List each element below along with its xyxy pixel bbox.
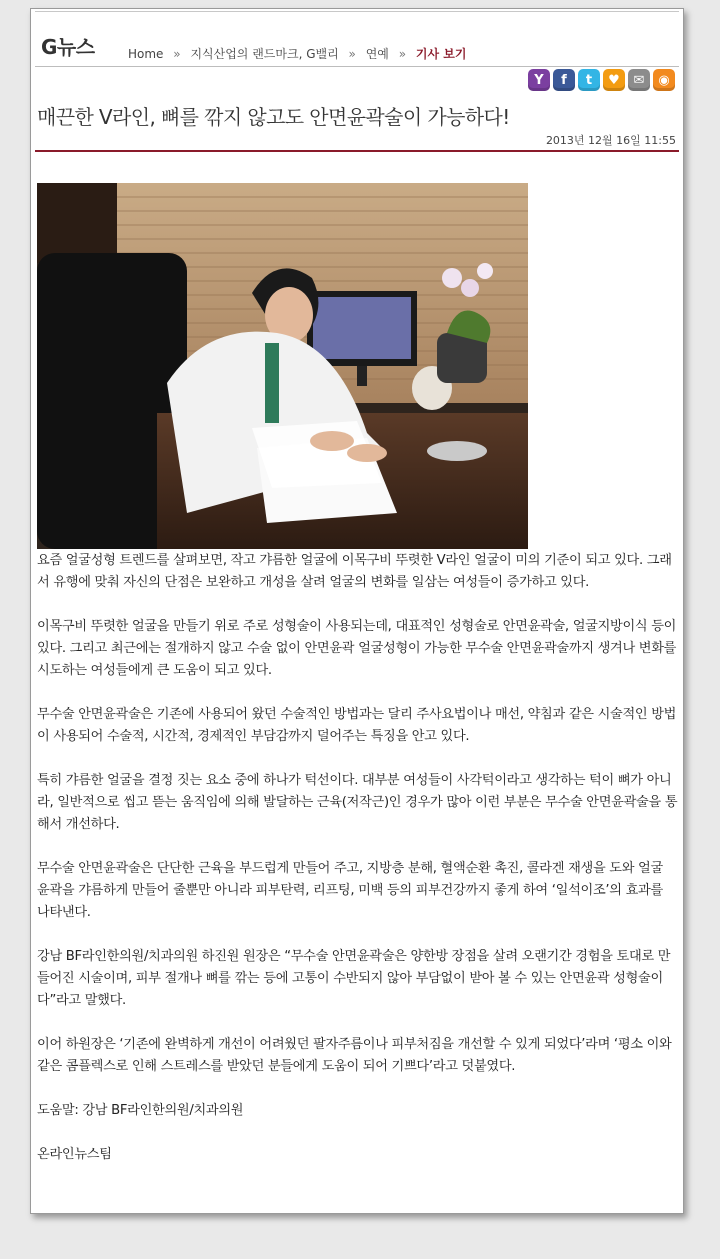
site-logo[interactable]: G뉴스 bbox=[41, 35, 95, 59]
article-paragraph: 특히 갸름한 얼굴을 결정 짓는 요소 중에 하나가 턱선이다. 대부분 여성들이 사각턱이라고 생각하는 턱이 뼈가 아니라, 일반적으로 씹고 뜯는 움직임에 의해 발달하는 근육(저작근)인 경우가 많아 이런 부분은 무수술 안면윤곽술을 통해서 개선하다. bbox=[37, 773, 678, 832]
article-paragraph: 무수술 안면윤곽술은 단단한 근육을 부드럽게 만들어 주고, 지방층 분해, 혈액순환 촉진, 콜라겐 재생을 도와 얼굴 윤곽을 갸름하게 만들어 줄뿐만 아니라 피부탄력, 리프팅, 미백 등의 피부건강까지 좋게 하여 ‘일석이조’의 효과를 나타낸다. bbox=[37, 861, 663, 920]
headline-divider bbox=[35, 150, 679, 152]
breadcrumb-entertainment[interactable]: 연예 bbox=[365, 47, 389, 61]
article-body bbox=[37, 550, 679, 1188]
breadcrumb-current: 기사 보기 bbox=[415, 47, 467, 61]
article-paragraph: 강남 BF라인한의원/치과의원 하진원 원장은 “무수술 안면윤곽술은 양한방 장점을 살려 오랜기간 경험을 토대로 만들어진 시술이며, 피부 절개나 뼈를 깎는 등에 고통이 수반되지 않아 부담없이 받아 볼 수 있는 안면윤곽 성형술이다”라고 말했다. bbox=[37, 949, 671, 1008]
article-page bbox=[30, 8, 684, 1214]
article-paragraph: 이어 하원장은 ‘기존에 완벽하게 개선이 어려웠던 팔자주름이나 피부처짐을 개선할 수 있게 되었다’라며 ‘평소 이와 같은 콤플렉스로 인해 스트레스를 받았던 분들에게 도움이 되어 기쁘다’라고 덧붙였다. bbox=[37, 1037, 672, 1074]
breadcrumb-separator: » bbox=[348, 47, 356, 61]
article-paragraph: 요즘 얼굴성형 트렌드를 살펴보면, 작고 갸름한 얼굴에 이목구비 뚜렷한 V라인 얼굴이 미의 기준이 되고 있다. 그래서 유행에 맞춰 자신의 단점은 보완하고 개성을 살려 얼굴의 변화를 일삼는 여성들이 증가하고 있다. bbox=[37, 553, 672, 590]
article-paragraph: 이목구비 뚜렷한 얼굴을 만들기 위로 주로 성형술이 사용되는데, 대표적인 성형술로 안면윤곽술, 얼굴지방이식 등이 있다. 그리고 최근에는 절개하지 않고 수술 없이 안면윤곽 얼굴성형이 가능한 무수술 안면윤곽술까지 생겨나 변화를 시도하는 여성들에게 큰 도움이 되고 있다. bbox=[37, 619, 677, 678]
article-photo bbox=[37, 183, 528, 549]
rss-icon[interactable]: ◉ bbox=[653, 69, 675, 91]
breadcrumb bbox=[128, 45, 472, 62]
article-credit: 도움말: 강남 BF라인한의원/치과의원 bbox=[37, 1103, 244, 1118]
article-paragraph: 무수술 안면윤곽술은 기존에 사용되어 왔던 수술적인 방법과는 달리 주사요법이나 매선, 약침과 같은 시술적인 방법이 사용되어 수술적, 시간적, 경제적인 부담감까지 덜어주는 특징을 안고 있다. bbox=[37, 707, 677, 744]
email-icon[interactable]: ✉ bbox=[628, 69, 650, 91]
breadcrumb-separator: » bbox=[398, 47, 407, 61]
me2day-icon[interactable]: ♥ bbox=[603, 69, 625, 91]
share-toolbar bbox=[528, 69, 675, 91]
breadcrumb-gvalley[interactable]: 지식산업의 랜드마크, G밸리 bbox=[190, 47, 339, 61]
top-divider bbox=[35, 11, 679, 12]
article-byline: 온라인뉴스팀 bbox=[37, 1147, 112, 1162]
breadcrumb-home[interactable]: Home bbox=[128, 47, 164, 61]
facebook-icon[interactable]: f bbox=[553, 69, 575, 91]
twitter-icon[interactable]: t bbox=[578, 69, 600, 91]
article-date: 2013년 12월 16일 11:55 bbox=[545, 134, 676, 147]
breadcrumb-divider bbox=[35, 66, 679, 67]
article-headline: 매끈한 V라인, 뼈를 깎지 않고도 안면윤곽술이 가능하다! bbox=[37, 105, 510, 129]
breadcrumb-separator: » bbox=[173, 47, 181, 61]
yozm-icon[interactable]: Y bbox=[528, 69, 550, 91]
